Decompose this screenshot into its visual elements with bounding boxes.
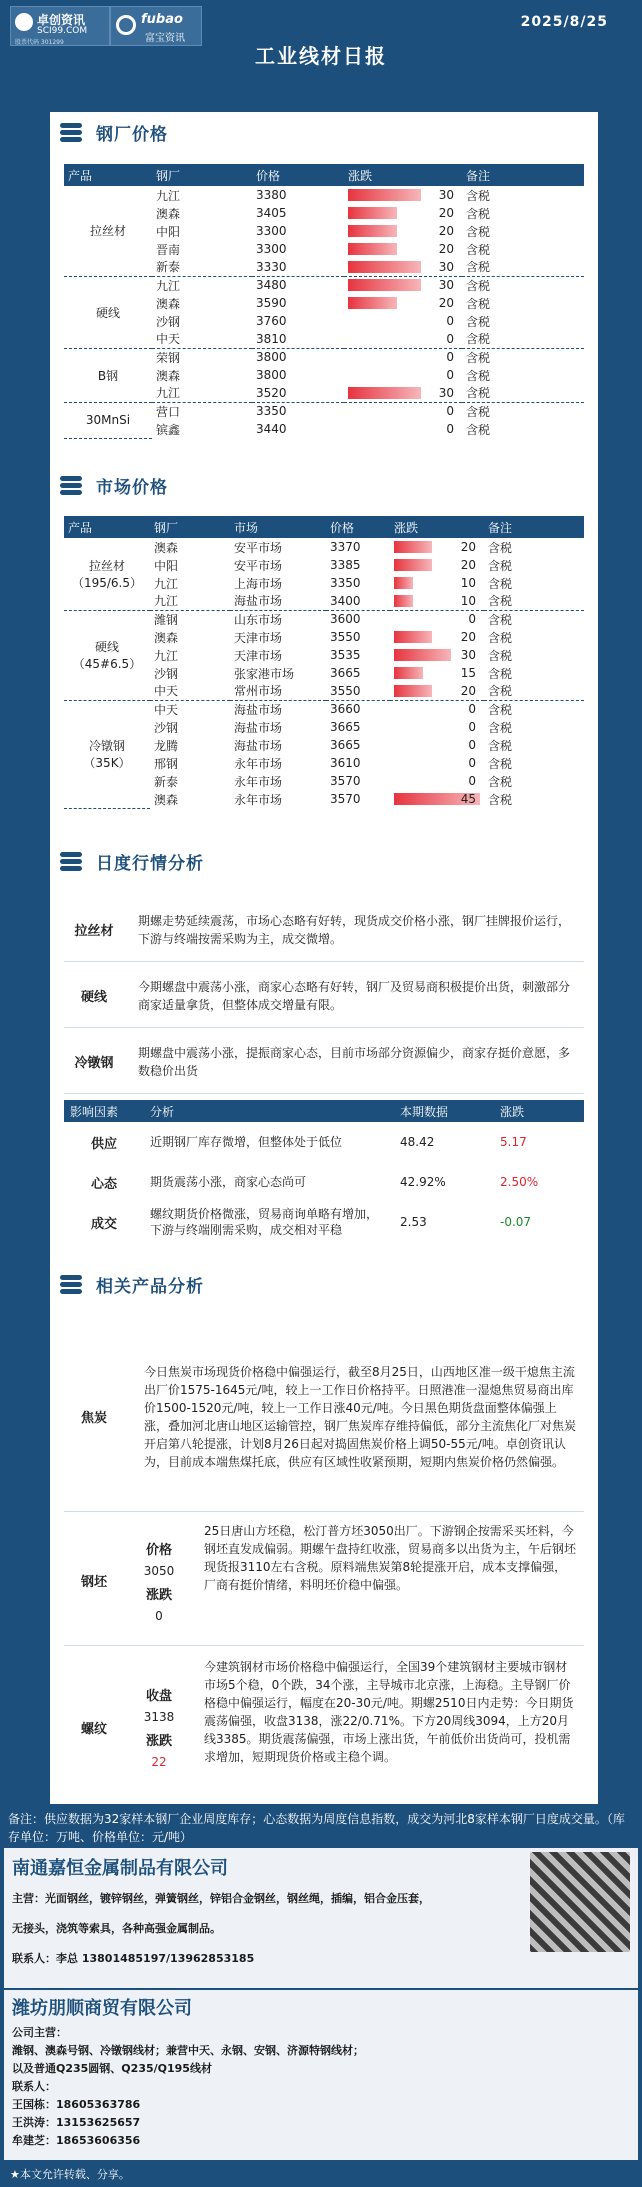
change-value: 45 bbox=[460, 792, 476, 806]
change-bar-fill bbox=[348, 225, 397, 237]
table-row bbox=[64, 700, 584, 718]
change-bar-fill bbox=[394, 649, 451, 661]
note-cell: 含税 bbox=[488, 702, 513, 717]
mill-cell: 沙钢 bbox=[156, 314, 181, 329]
change-bar-fill bbox=[348, 207, 397, 219]
note-cell: 含税 bbox=[466, 242, 491, 257]
mill-cell: 九江 bbox=[156, 188, 181, 203]
change-cell bbox=[390, 610, 484, 628]
change-value: 0 bbox=[468, 774, 476, 788]
note-cell: 含税 bbox=[488, 666, 513, 681]
mill-cell: 镔鑫 bbox=[156, 422, 181, 437]
section-daily-title: 日度行情分析 bbox=[50, 843, 204, 879]
product-cell bbox=[64, 538, 150, 610]
note-cell: 含税 bbox=[488, 576, 513, 591]
mill-cell: 晋南 bbox=[156, 242, 181, 257]
change-cell bbox=[344, 330, 462, 348]
note-cell: 含税 bbox=[488, 648, 513, 663]
product-cell: B钢 bbox=[64, 348, 152, 402]
change-bar bbox=[348, 296, 458, 310]
price-cell: 3570 bbox=[330, 792, 361, 806]
change-bar-fill bbox=[394, 595, 413, 607]
change-cell bbox=[344, 384, 462, 402]
product-name: 拉丝材 bbox=[88, 558, 125, 573]
note-cell: 含税 bbox=[488, 792, 513, 807]
change-bar bbox=[348, 386, 458, 400]
mill-cell: 澳森 bbox=[154, 792, 179, 807]
market-cell: 天津市场 bbox=[234, 648, 283, 663]
mill-cell: 龙腾 bbox=[154, 738, 179, 753]
change-bar bbox=[394, 666, 480, 680]
note-cell: 含税 bbox=[488, 756, 513, 771]
mill-cell: 新泰 bbox=[154, 774, 179, 789]
mill-cell: 澳森 bbox=[154, 630, 179, 645]
section-related-title: 相关产品分析 bbox=[50, 1266, 204, 1302]
product-cell: 30MnSi bbox=[64, 402, 152, 438]
change-value: 20 bbox=[460, 630, 476, 644]
change-bar bbox=[348, 278, 458, 292]
change-value: 30 bbox=[438, 259, 454, 274]
change-bar-fill bbox=[394, 667, 423, 679]
change-cell bbox=[390, 718, 484, 736]
stack-icon bbox=[58, 850, 86, 872]
change-value: 0 bbox=[468, 756, 476, 770]
market-cell: 永年市场 bbox=[234, 774, 283, 789]
factor-row bbox=[64, 1122, 584, 1162]
mill-cell: 澳森 bbox=[156, 296, 181, 311]
change-bar-fill bbox=[348, 297, 397, 309]
change-value: 0 bbox=[446, 404, 454, 419]
header bbox=[4, 0, 638, 78]
change-bar bbox=[394, 576, 480, 590]
col-header: 涨跌 bbox=[344, 164, 462, 186]
change-value: 20 bbox=[438, 242, 454, 256]
price-cell: 3480 bbox=[256, 278, 287, 293]
change-value: 0 bbox=[468, 612, 476, 627]
factor-analysis: 期货震荡小涨，商家心态尚可 bbox=[150, 1175, 307, 1189]
factor-name: 成交 bbox=[90, 1216, 117, 1232]
change-bar bbox=[394, 540, 480, 554]
factor-change: 5.17 bbox=[500, 1135, 527, 1149]
change-cell bbox=[390, 646, 484, 664]
change-value: 15 bbox=[460, 666, 476, 680]
change-bar-fill bbox=[348, 189, 421, 201]
change-value: 20 bbox=[460, 540, 476, 554]
change-bar bbox=[394, 594, 480, 608]
product-cell bbox=[64, 610, 150, 700]
mill-cell: 九江 bbox=[154, 648, 179, 663]
change-value: 20 bbox=[438, 224, 454, 238]
change-cell bbox=[390, 574, 484, 592]
col-header: 市场 bbox=[230, 516, 326, 538]
change-value: 10 bbox=[460, 576, 476, 590]
note-cell: 含税 bbox=[466, 206, 491, 221]
change-bar bbox=[348, 350, 458, 364]
change-cell bbox=[344, 204, 462, 222]
mill-cell: 邢钢 bbox=[154, 756, 179, 771]
change-cell bbox=[344, 276, 462, 294]
change-bar-fill bbox=[348, 279, 421, 291]
change-bar-fill bbox=[348, 387, 421, 399]
market-cell: 海盐市场 bbox=[234, 738, 283, 753]
product-cell: 硬线 bbox=[64, 276, 152, 348]
change-bar bbox=[394, 774, 480, 788]
note-cell: 含税 bbox=[462, 384, 584, 402]
note-cell: 含税 bbox=[488, 540, 513, 555]
change-value: 30 bbox=[438, 385, 454, 400]
change-cell bbox=[344, 240, 462, 258]
mill-cell: 九江 bbox=[154, 576, 179, 591]
change-value: 20 bbox=[438, 206, 454, 220]
market-cell: 常州市场 bbox=[230, 682, 326, 700]
report-date: 2025/8/25 bbox=[520, 14, 608, 30]
change-value: 0 bbox=[446, 368, 454, 382]
product-cell: 拉丝材 bbox=[64, 186, 152, 276]
change-bar bbox=[394, 648, 480, 662]
change-cell bbox=[344, 258, 462, 276]
mill-cell: 中阳 bbox=[156, 224, 181, 239]
change-value: 0 bbox=[446, 350, 454, 365]
table-row bbox=[64, 402, 584, 420]
product-spec: （195/6.5） bbox=[71, 575, 143, 590]
factor-name: 心态 bbox=[90, 1176, 117, 1192]
mill-cell: 荣钢 bbox=[156, 350, 181, 365]
price-cell: 3665 bbox=[330, 666, 361, 680]
factor-name: 供应 bbox=[90, 1136, 117, 1152]
change-bar bbox=[394, 756, 480, 770]
note-cell: 含税 bbox=[466, 404, 491, 419]
market-cell: 上海市场 bbox=[234, 576, 283, 591]
note-cell: 含税 bbox=[466, 188, 491, 203]
mill-cell: 九江 bbox=[152, 384, 252, 402]
col-header: 本期数据 bbox=[394, 1100, 494, 1122]
stack-icon bbox=[58, 121, 86, 143]
mill-cell: 中天 bbox=[154, 702, 179, 717]
note-cell: 含税 bbox=[488, 774, 513, 789]
col-header: 分析 bbox=[144, 1100, 394, 1122]
price-cell: 3300 bbox=[256, 242, 287, 256]
note-cell: 含税 bbox=[488, 630, 513, 645]
change-cell bbox=[390, 592, 484, 610]
product-cell bbox=[64, 700, 150, 808]
change-cell bbox=[390, 790, 484, 808]
change-cell bbox=[390, 736, 484, 754]
product-name: 硬线 bbox=[94, 640, 119, 654]
col-header: 备注 bbox=[462, 164, 584, 186]
col-header: 产品 bbox=[64, 164, 152, 186]
change-cell bbox=[344, 402, 462, 420]
sci99-logo: 卓创资讯 SCI99.COM 股票代码 301299 bbox=[10, 6, 110, 46]
report-body bbox=[50, 112, 598, 1804]
mill-price-table bbox=[64, 164, 584, 439]
market-cell: 海盐市场 bbox=[234, 720, 283, 735]
factor-analysis: 螺纹期货价格微涨，贸易商询单略有增加，下游与终端刚需采购，成交相对平稳 bbox=[150, 1207, 379, 1237]
change-cell bbox=[390, 682, 484, 700]
factor-change: -0.07 bbox=[500, 1215, 532, 1229]
mill-cell: 澳森 bbox=[156, 368, 181, 383]
market-cell: 海盐市场 bbox=[234, 702, 283, 717]
price-cell: 3405 bbox=[256, 206, 287, 220]
col-header: 涨跌 bbox=[390, 516, 484, 538]
change-cell bbox=[390, 700, 484, 718]
change-bar bbox=[394, 612, 480, 626]
change-cell bbox=[344, 348, 462, 366]
price-cell: 3550 bbox=[330, 630, 361, 644]
price-cell: 3610 bbox=[330, 756, 361, 770]
price-cell: 3350 bbox=[330, 576, 361, 590]
change-value: 10 bbox=[460, 593, 476, 608]
product-spec: （35K） bbox=[83, 756, 131, 770]
note-cell: 含税 bbox=[466, 224, 491, 239]
related-coke: 焦炭 今日焦炭市场现货价格稳中偏强运行，截至8月25日，山西地区准一级干熄焦主流出厂价1575-1645元/吨，较上一工作日价格持平。日照港准一湿熄焦贸易商出库价1500-1520元/吨，较上一工作日涨40元/吨。今日黑色期货盘面整体偏强上涨，叠加河北唐山地区运输管控，钢厂焦炭库存维持偏低，部分主流焦化厂对焦炭开启第八轮提涨，计划8月26日起对捣固焦炭价格上调50-55元/吨。卓创资讯认为，目前成本端焦煤托底，供应有区域性收紧预期，短期内焦炭价格仍然偏强。 bbox=[64, 1322, 584, 1512]
mill-cell: 沙钢 bbox=[154, 720, 179, 735]
col-header: 钢厂 bbox=[152, 164, 252, 186]
product-spec: （45#6.5） bbox=[72, 657, 142, 671]
factor-value: 2.53 bbox=[400, 1215, 427, 1229]
change-bar bbox=[348, 422, 458, 436]
change-value: 0 bbox=[446, 331, 454, 346]
price-cell: 3385 bbox=[330, 558, 361, 572]
price-cell: 3440 bbox=[256, 422, 287, 436]
change-bar bbox=[394, 630, 480, 644]
mill-cell: 中阳 bbox=[154, 558, 179, 573]
mill-cell: 中天 bbox=[150, 682, 230, 700]
change-value: 0 bbox=[468, 702, 476, 717]
market-cell: 山东市场 bbox=[234, 612, 283, 627]
price-cell: 3800 bbox=[256, 350, 287, 365]
col-header: 影响因素 bbox=[64, 1100, 144, 1122]
change-value: 20 bbox=[460, 558, 476, 572]
data-note: 备注：供应数据为32家样本钢厂企业周度库存；心态数据为周度信息指数，成交为河北8家样本钢厂日度成交量。（库存单位：万吨、价格单位：元/吨） bbox=[8, 1812, 625, 1844]
price-cell: 3665 bbox=[330, 738, 361, 752]
change-bar-fill bbox=[394, 577, 413, 589]
mill-cell: 营口 bbox=[156, 404, 181, 419]
change-bar-fill bbox=[394, 559, 432, 571]
change-bar bbox=[348, 260, 458, 274]
factor-table bbox=[64, 1100, 584, 1242]
mill-cell: 澳森 bbox=[156, 206, 181, 221]
change-value: 30 bbox=[460, 648, 476, 662]
table-row bbox=[64, 276, 584, 294]
change-value: 30 bbox=[438, 278, 454, 293]
change-cell bbox=[390, 556, 484, 574]
price-cell: 3800 bbox=[256, 368, 287, 382]
related-billet: 钢坯 价格 3050 涨跌 0 25日唐山方坯稳，松汀普方坯3050出厂。下游钢企按需采买坯料，今钢坯直发成偏弱。期螺午盘持红收涨，贸易商多以出货为主，午后钢坯现货报3110左右含税。原料端焦炭第8轮提涨开启，成本支撑偏强，厂商有挺价情绪，料明坯价稳中偏强。 bbox=[64, 1516, 584, 1646]
table-row bbox=[64, 610, 584, 628]
section-market-title: 市场价格 bbox=[50, 467, 168, 503]
change-cell bbox=[390, 772, 484, 790]
change-value: 0 bbox=[446, 314, 454, 328]
market-price-table bbox=[64, 516, 584, 809]
change-value: 0 bbox=[468, 738, 476, 752]
change-bar-fill bbox=[394, 541, 432, 553]
mill-cell: 沙钢 bbox=[154, 666, 179, 681]
price-cell: 3600 bbox=[330, 612, 361, 627]
market-cell: 天津市场 bbox=[234, 630, 283, 645]
note-cell: 含税 bbox=[462, 258, 584, 276]
note-cell: 含税 bbox=[488, 738, 513, 753]
change-cell bbox=[344, 222, 462, 240]
change-value: 30 bbox=[438, 188, 454, 202]
market-cell: 海盐市场 bbox=[230, 592, 326, 610]
market-cell: 安平市场 bbox=[234, 558, 283, 573]
change-bar bbox=[394, 684, 480, 698]
price-cell: 3590 bbox=[256, 296, 287, 310]
change-cell bbox=[344, 294, 462, 312]
sci99-mark-icon bbox=[15, 13, 33, 31]
table-row bbox=[64, 348, 584, 366]
mill-cell: 新泰 bbox=[152, 258, 252, 276]
price-cell: 3400 bbox=[326, 592, 390, 610]
note-cell: 含税 bbox=[466, 368, 491, 383]
price-cell: 3550 bbox=[326, 682, 390, 700]
note-cell: 含税 bbox=[488, 558, 513, 573]
note-cell: 含税 bbox=[466, 350, 491, 365]
col-header: 产品 bbox=[64, 516, 150, 538]
steel-wire-rope-photo bbox=[530, 1852, 630, 1952]
note-cell: 含税 bbox=[466, 422, 491, 437]
daily-row-wire-rod: 拉丝材 期螺走势延续震荡，市场心态略有好转，现货成交价格小涨，钢厂挂牌报价运行，下游与终端按需采购为主，成交微增。 bbox=[64, 898, 584, 962]
market-cell: 安平市场 bbox=[234, 540, 283, 555]
change-cell bbox=[344, 312, 462, 330]
footer-note: ★本文允许转载、分享。 bbox=[10, 2168, 130, 2181]
change-bar-fill bbox=[348, 243, 397, 255]
change-bar bbox=[348, 332, 458, 346]
daily-row-hard-wire: 硬线 今期螺盘中震荡小涨，商家心态略有好转，钢厂及贸易商积极提价出货，刺激部分商家适量拿货，但整体成交增量有限。 bbox=[64, 964, 584, 1028]
price-cell: 3350 bbox=[256, 404, 287, 419]
factor-analysis: 近期钢厂库存微增，但整体处于低位 bbox=[150, 1135, 343, 1149]
note-cell: 含税 bbox=[466, 278, 491, 293]
section-mill-title: 钢厂价格 bbox=[50, 114, 168, 150]
change-value: 20 bbox=[460, 683, 476, 698]
mill-cell: 澳森 bbox=[154, 540, 179, 555]
factor-row bbox=[64, 1202, 584, 1242]
factor-value: 48.42 bbox=[400, 1135, 435, 1149]
mill-cell: 潍钢 bbox=[154, 612, 179, 627]
change-bar bbox=[394, 702, 480, 716]
price-cell: 3520 bbox=[252, 384, 344, 402]
price-cell: 3535 bbox=[330, 648, 361, 662]
change-bar bbox=[348, 224, 458, 238]
price-cell: 3660 bbox=[330, 702, 361, 717]
factor-value: 42.92% bbox=[400, 1175, 446, 1189]
note-cell: 含税 bbox=[484, 592, 584, 610]
change-value: 20 bbox=[438, 296, 454, 310]
price-cell: 3300 bbox=[256, 224, 287, 238]
col-header: 备注 bbox=[484, 516, 584, 538]
col-header: 价格 bbox=[252, 164, 344, 186]
change-bar bbox=[348, 242, 458, 256]
stack-icon bbox=[58, 474, 86, 496]
note-cell: 含税 bbox=[488, 720, 513, 735]
change-cell bbox=[390, 754, 484, 772]
mill-cell: 九江 bbox=[150, 592, 230, 610]
change-cell bbox=[344, 420, 462, 438]
stack-icon bbox=[58, 1273, 86, 1295]
change-bar-fill bbox=[394, 685, 432, 697]
mill-cell: 中天 bbox=[152, 330, 252, 348]
daily-row-cold-heading: 冷镦钢 期螺盘中震荡小涨，提振商家心态，目前市场部分资源偏少，商家存挺价意愿，多数稳价出货 bbox=[64, 1030, 584, 1094]
change-bar-fill bbox=[394, 631, 432, 643]
col-header: 钢厂 bbox=[150, 516, 230, 538]
change-bar bbox=[348, 206, 458, 220]
col-header: 涨跌 bbox=[494, 1100, 584, 1122]
report-title: 工业线材日报 bbox=[255, 44, 387, 68]
change-value: 0 bbox=[468, 720, 476, 734]
note-cell: 含税 bbox=[488, 612, 513, 627]
ad-nantong: 南通嘉恒金属制品有限公司 主营：光面钢丝，镀锌钢丝，弹簧钢丝，锌铝合金钢丝，钢丝绳，插编，铝合金压套， 无接头，浇筑等索具，各种高强金属制品。 联系人：李总 13801485197/13962853185 bbox=[4, 1848, 638, 1988]
fubao-logo: fubao 富宝资讯 bbox=[110, 6, 202, 46]
price-cell: 3810 bbox=[252, 330, 344, 348]
note-cell: 含税 bbox=[462, 330, 584, 348]
price-cell: 3380 bbox=[256, 188, 287, 202]
fubao-mark-icon bbox=[116, 15, 136, 35]
price-cell: 3330 bbox=[252, 258, 344, 276]
market-cell: 永年市场 bbox=[234, 792, 283, 807]
table-row bbox=[64, 186, 584, 204]
price-cell: 3760 bbox=[256, 314, 287, 328]
factor-row bbox=[64, 1162, 584, 1202]
change-bar bbox=[394, 738, 480, 752]
change-bar bbox=[348, 404, 458, 418]
change-bar-fill bbox=[348, 261, 421, 273]
note-cell: 含税 bbox=[484, 682, 584, 700]
product-name: 冷镦钢 bbox=[88, 739, 125, 753]
change-cell bbox=[390, 664, 484, 682]
change-bar bbox=[394, 792, 480, 806]
change-bar bbox=[394, 720, 480, 734]
market-cell: 永年市场 bbox=[234, 756, 283, 771]
note-cell: 含税 bbox=[466, 314, 491, 329]
ad-weifang: 潍坊朋顺商贸有限公司 公司主营： 潍钢、澳森号钢、冷镦钢线材；兼营中天、永钢、安钢、济源特钢线材； 以及普通Q235圆钢、Q235/Q195线材 联系人： 王国栋：18605363786 王洪涛：13153625657 牟建芝：18653606356 bbox=[4, 1990, 638, 2160]
factor-change: 2.50% bbox=[500, 1175, 539, 1189]
note-cell: 含税 bbox=[466, 296, 491, 311]
change-value: 0 bbox=[446, 422, 454, 436]
col-header: 价格 bbox=[326, 516, 390, 538]
change-cell bbox=[390, 538, 484, 556]
change-bar bbox=[394, 558, 480, 572]
change-bar bbox=[348, 368, 458, 382]
related-rebar: 螺纹 收盘 3138 涨跌 22 今建筑钢材市场价格稳中偏强运行，全国39个建筑钢材主要城市钢材市场5个稳，0个跌，34个涨，主导城市北京涨，上海稳。主导钢厂价格稳中偏强运行，幅度在20-30元/吨。期螺2510日内走势：今日期货震荡偏强，收盘3138，涨22/0.71%。下方20周线3094，上方20月线3385。期货震荡偏强，市场上涨出货，午前低价出货尚可，投机需求增加，短期现货价格或主稳个调。 bbox=[80, 1660, 574, 1769]
table-row bbox=[64, 538, 584, 556]
change-cell bbox=[344, 366, 462, 384]
change-bar bbox=[348, 188, 458, 202]
change-bar bbox=[348, 314, 458, 328]
mill-cell: 九江 bbox=[156, 278, 181, 293]
change-cell bbox=[390, 628, 484, 646]
price-cell: 3665 bbox=[330, 720, 361, 734]
market-cell: 张家港市场 bbox=[234, 666, 295, 681]
price-cell: 3370 bbox=[330, 540, 361, 554]
change-cell bbox=[344, 186, 462, 204]
price-cell: 3570 bbox=[330, 774, 361, 788]
